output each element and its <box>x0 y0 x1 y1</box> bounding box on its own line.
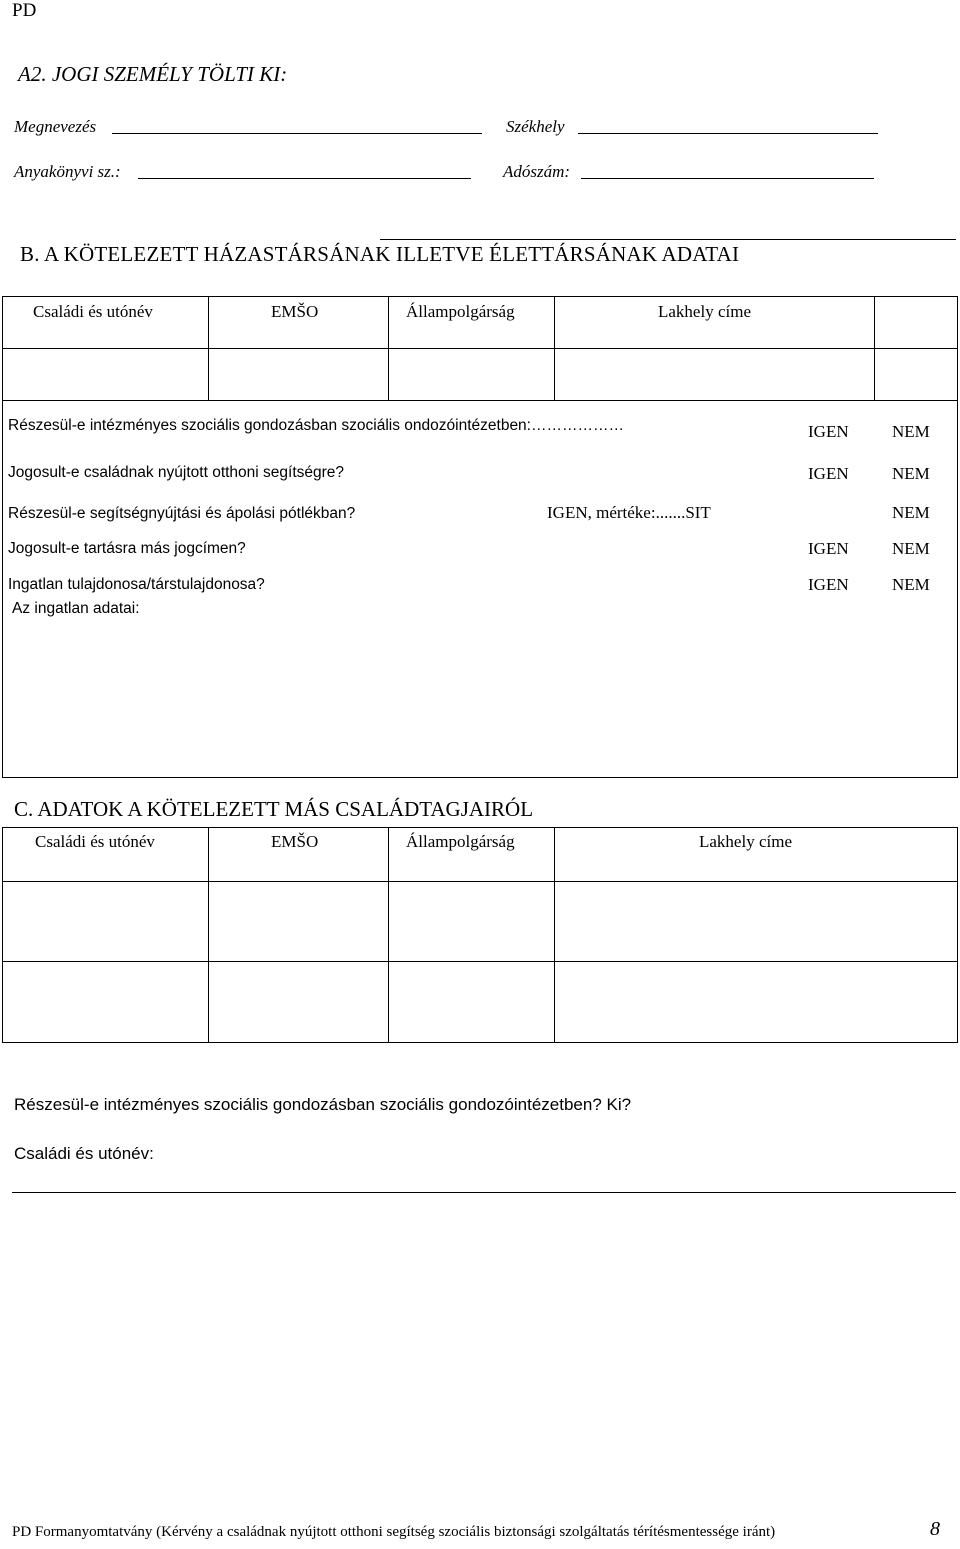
table-cell[interactable] <box>4 963 206 1041</box>
question-text: Jogosult-e tartásra más jogcímen? <box>8 540 246 557</box>
column-header: Családi és utónév <box>35 832 155 851</box>
tax-label: Adószám: <box>503 162 571 181</box>
property-data-area[interactable] <box>8 624 952 772</box>
footer-text: PD Formanyomtatvány (Kérvény a családnak nyújtott otthoni segítség szociális biztonsági szolgáltatás térítésmentessége iránt) <box>12 1524 776 1540</box>
column-header: Lakhely címe <box>699 832 792 851</box>
table-header-divider <box>2 348 958 349</box>
name-label: Megnevezés <box>14 117 97 136</box>
column-header: EMŠO <box>271 832 319 851</box>
no-option[interactable]: NEM <box>892 422 930 441</box>
column-header: Állampolgárság <box>406 832 515 851</box>
table-header-divider <box>2 881 958 882</box>
spouse-name-cell[interactable] <box>210 350 386 398</box>
question-text: Részesül-e segítségnyújtási és ápolási pótlékban? <box>8 505 356 522</box>
institution-question: Részesül-e intézményes szociális gondozásban szociális gondozóintézetben? Ki? <box>14 1095 632 1114</box>
table-cell[interactable] <box>4 883 206 959</box>
column-header: EMŠO <box>271 302 319 321</box>
col-divider <box>554 827 555 1043</box>
col-divider <box>208 827 209 1043</box>
seat-field[interactable] <box>578 133 878 134</box>
question-text: Részesül-e intézményes szociális gondozásban szociális ondozóintézetben:……………… <box>8 417 624 434</box>
col-divider <box>874 296 875 400</box>
column-header: Lakhely címe <box>658 302 751 321</box>
no-option[interactable]: NEM <box>892 464 930 483</box>
family-name-label: Családi és utónév: <box>14 1144 154 1163</box>
table-row-divider <box>2 961 958 962</box>
question-text: Jogosult-e családnak nyújtott otthoni segítségre? <box>8 464 345 481</box>
question-text: Ingatlan tulajdonosa/társtulajdonosa? <box>8 576 265 593</box>
no-option[interactable]: NEM <box>892 539 930 558</box>
col-divider <box>388 827 389 1043</box>
section-b-rule <box>380 239 956 240</box>
section-b-title: B. A KÖTELEZETT HÁZASTÁRSÁNAK ILLETVE ÉLETTÁRSÁNAK ADATAI <box>20 242 740 266</box>
form-code: PD <box>12 0 37 21</box>
column-header: Állampolgárság <box>406 302 515 321</box>
page-number: 8 <box>930 1518 940 1540</box>
section-c-title: C. ADATOK A KÖTELEZETT MÁS CSALÁDTAGJAIRÓL <box>14 797 534 821</box>
family-name-field[interactable] <box>12 1192 956 1193</box>
registry-field[interactable] <box>138 178 471 179</box>
column-header: Családi és utónév <box>33 302 153 321</box>
table-row-divider <box>2 400 958 401</box>
yes-option[interactable]: IGEN <box>808 575 849 594</box>
col-divider <box>208 296 209 400</box>
tax-field[interactable] <box>581 178 874 179</box>
section-a-title: A2. JOGI SZEMÉLY TÖLTI KI: <box>18 62 288 86</box>
spouse-citizenship-cell[interactable] <box>556 350 872 398</box>
no-option[interactable]: NEM <box>892 503 930 522</box>
col-divider <box>554 296 555 400</box>
yes-option[interactable]: IGEN <box>808 539 849 558</box>
yes-option[interactable]: IGEN, mértéke:.......SIT <box>547 503 711 522</box>
name-field[interactable] <box>112 133 482 134</box>
col-divider <box>388 296 389 400</box>
yes-option[interactable]: IGEN <box>808 464 849 483</box>
registry-label: Anyakönyvi sz.: <box>14 162 121 181</box>
seat-label: Székhely <box>506 117 565 136</box>
yes-option[interactable]: IGEN <box>808 422 849 441</box>
spouse-emso-cell[interactable] <box>390 350 552 398</box>
property-label: Az ingatlan adatai: <box>12 600 140 617</box>
no-option[interactable]: NEM <box>892 575 930 594</box>
